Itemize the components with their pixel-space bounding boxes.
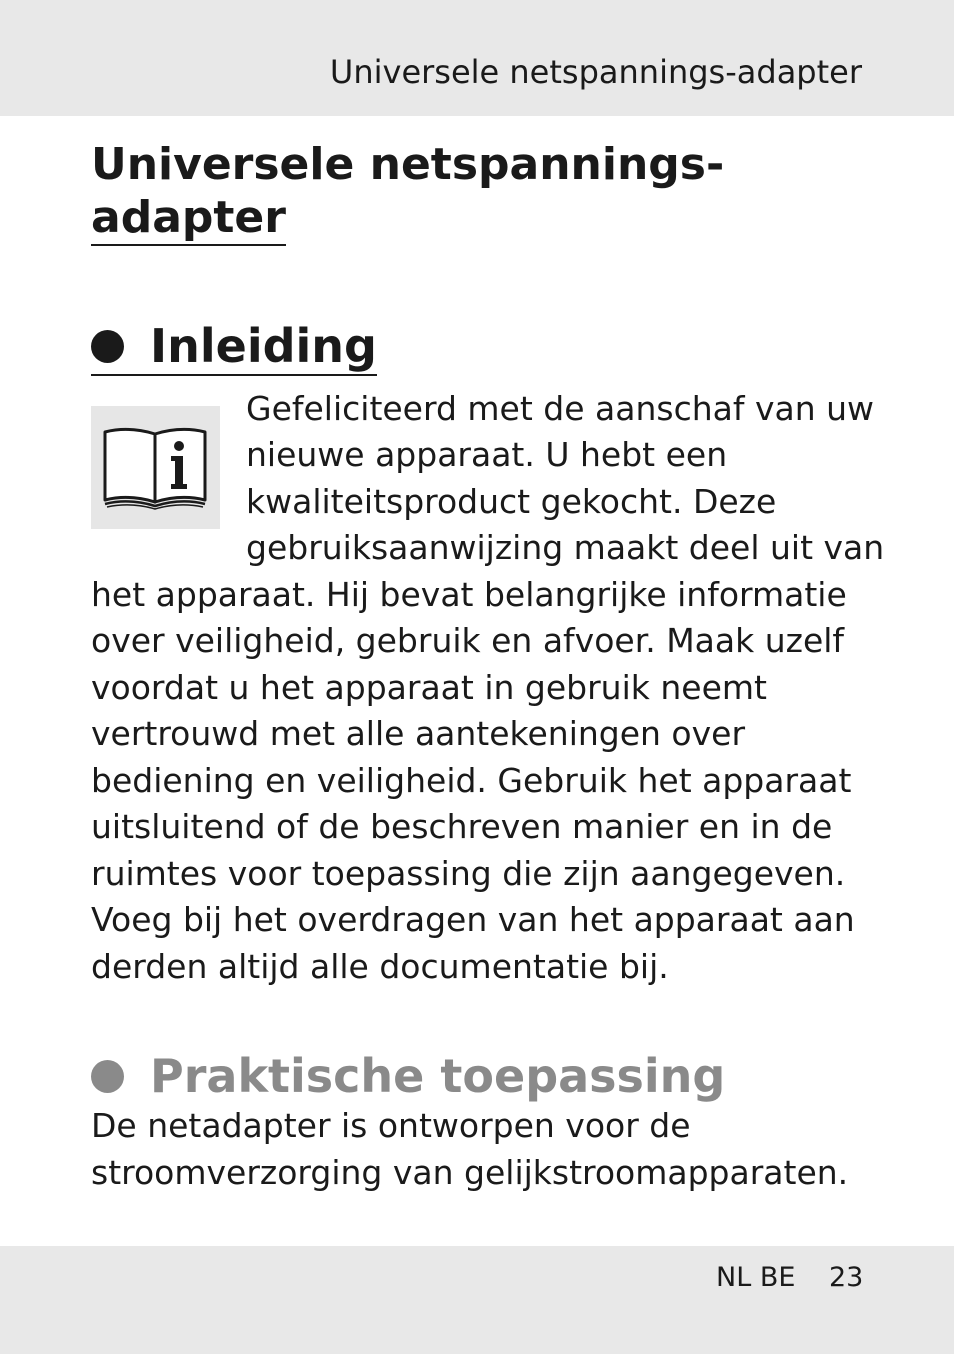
running-title: Universele netspannings-adapter: [329, 53, 862, 91]
document-title: [91, 138, 724, 246]
section-heading-praktische-toepassing-text: Praktische toepassing: [150, 1049, 726, 1103]
intro-line-4: gebruiksaanwijzing maakt deel uit van: [246, 528, 885, 567]
intro-line-10: uitsluitend of de beschreven manier en in de: [91, 807, 833, 846]
section-heading-inleiding-text: Inleiding: [150, 319, 377, 373]
practical-line-2: stroomverzorging van gelijkstroomapparaten.: [91, 1153, 849, 1192]
intro-line-13: derden altijd alle documentatie bij.: [91, 947, 669, 986]
info-book-icon: [91, 406, 220, 529]
practical-line-1: De netadapter is ontworpen voor de: [91, 1106, 691, 1145]
intro-line-11: ruimtes voor toepassing die zijn aangegeven.: [91, 854, 846, 893]
bullet-icon: [91, 330, 124, 363]
section-heading-inleiding: [91, 318, 377, 376]
intro-line-8: vertrouwd met alle aantekeningen over: [91, 714, 746, 753]
intro-line-3: kwaliteitsproduct gekocht. Deze: [246, 482, 777, 521]
intro-line-12: Voeg bij het overdragen van het apparaat aan: [91, 900, 855, 939]
intro-line-9: bediening en veiligheid. Gebruik het apparaat: [91, 761, 852, 800]
intro-line-6: over veiligheid, gebruik en afvoer. Maak uzelf: [91, 621, 845, 660]
footer-band: [0, 1246, 954, 1354]
intro-line-2: nieuwe apparaat. U hebt een: [246, 435, 728, 474]
page-number: 23: [829, 1262, 864, 1293]
document-title-line-2: adapter: [91, 191, 286, 246]
open-book-info-icon: [103, 426, 207, 510]
intro-line-5: het apparaat. Hij bevat belangrijke informatie: [91, 575, 847, 614]
intro-line-1: Gefeliciteerd met de aanschaf van uw: [246, 389, 875, 428]
intro-line-7: voordat u het apparaat in gebruik neemt: [91, 668, 767, 707]
footer-language: NL BE: [716, 1262, 796, 1293]
bullet-icon: [91, 1060, 124, 1093]
section-heading-praktische-toepassing: [91, 1048, 725, 1104]
document-title-line-1: Universele netspannings-: [91, 139, 725, 190]
